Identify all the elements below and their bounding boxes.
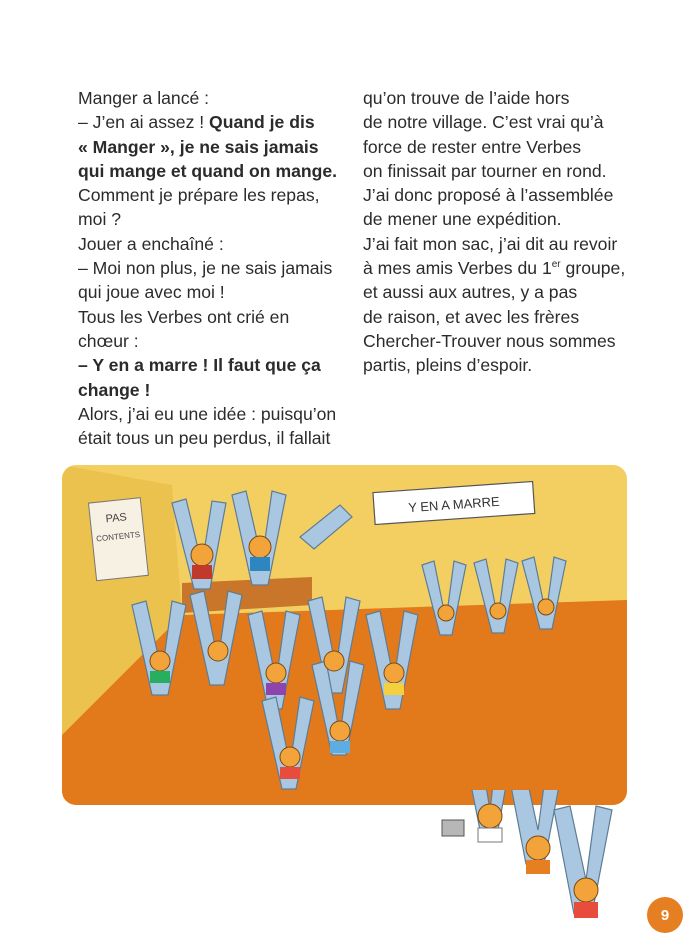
suitcase-icon <box>442 820 464 836</box>
departing-characters-illustration <box>420 790 650 947</box>
text-line: J’ai donc proposé à l’assemblée <box>363 185 614 206</box>
page-number: 9 <box>647 897 683 933</box>
text-line: Tous les Verbes ont crié en <box>78 306 290 327</box>
protest-sign <box>88 498 148 581</box>
text-line: change ! <box>78 379 151 400</box>
verbs-protest-illustration <box>62 465 627 805</box>
left-text-column <box>78 86 358 450</box>
text-line: Chercher-Trouver nous sommes <box>363 330 616 351</box>
text-line: chœur : <box>78 330 139 351</box>
text-line: et aussi aux autres, y a pas <box>363 282 578 303</box>
text-line: qu’on trouve de l’aide hors <box>363 88 570 108</box>
text-line: Manger a lancé : <box>78 88 210 108</box>
text-line: qui mange et quand on mange. <box>78 160 338 181</box>
text-line: « Manger », je ne sais jamais <box>78 136 319 157</box>
sign-text-1: PAS <box>105 511 128 526</box>
text-line: – Moi non plus, je ne sais jamais <box>78 258 333 279</box>
text-line: – J’en ai assez ! Quand je dis <box>78 112 315 133</box>
text-line: force de rester entre Verbes <box>363 136 582 157</box>
text-line: de notre village. C’est vrai qu’à <box>363 112 604 133</box>
text-line: – Y en a marre ! Il faut que ça <box>78 355 321 376</box>
sign-text-2: CONTENTS <box>95 529 141 544</box>
text-line: partis, pleins d’espoir. <box>363 355 533 376</box>
text-line: Jouer a enchaîné : <box>78 233 224 254</box>
text-line: de raison, et avec les frères <box>363 306 580 327</box>
banner-text: Y EN A MARRE <box>407 493 501 516</box>
text-line: qui joue avec moi ! <box>78 282 225 303</box>
text-line: était tous un peu perdus, il fallait <box>78 428 331 449</box>
text-line: à mes amis Verbes du 1er groupe, <box>363 258 626 279</box>
text-line: moi ? <box>78 209 122 230</box>
text-line: on finissait par tourner en rond. <box>363 160 607 181</box>
text-line: Alors, j’ai eu une idée : puisqu’on <box>78 403 337 424</box>
text-line: de mener une expédition. <box>363 209 562 230</box>
right-text-column <box>363 86 633 378</box>
text-line: Comment je prépare les repas, <box>78 185 320 206</box>
text-line: J’ai fait mon sac, j’ai dit au revoir <box>363 233 618 254</box>
